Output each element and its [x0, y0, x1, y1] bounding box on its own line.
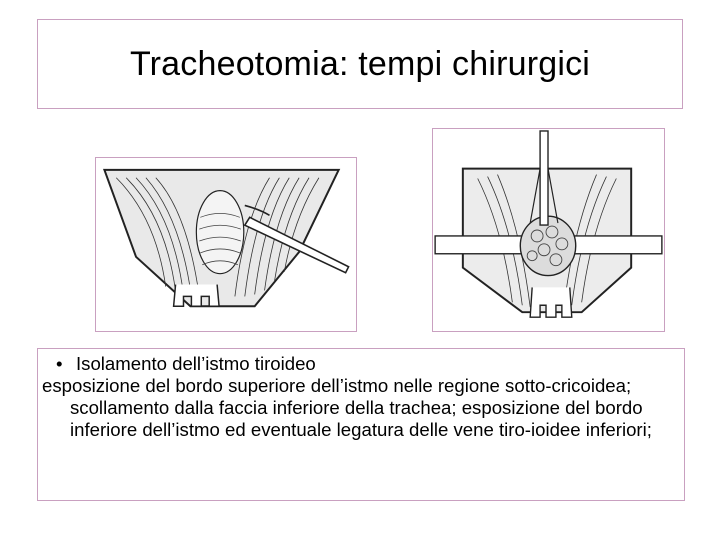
- content-frame: [37, 348, 685, 501]
- surgical-illustration-isthmus-exposure: [432, 128, 665, 332]
- isthmus-drawing: [433, 129, 664, 331]
- bullet-marker: •: [56, 353, 63, 374]
- bullet-item: [42, 353, 680, 375]
- slide-title: Tracheotomia: tempi chirurgici: [129, 44, 591, 83]
- surgical-illustration-dissection: [95, 157, 357, 332]
- bullet-heading: Isolamento dell’istmo tiroideo: [76, 353, 316, 374]
- title-frame: [37, 19, 683, 109]
- dissection-drawing: [96, 158, 356, 331]
- description-paragraph: esposizione del bordo superiore dell’istmo nelle regione sotto-cricoidea; scollamento dalla faccia inferiore della trachea; esposizione del bordo inferiore dell’istmo ed eventuale legatura delle vene tiro-ioidee inferiori;: [42, 375, 652, 440]
